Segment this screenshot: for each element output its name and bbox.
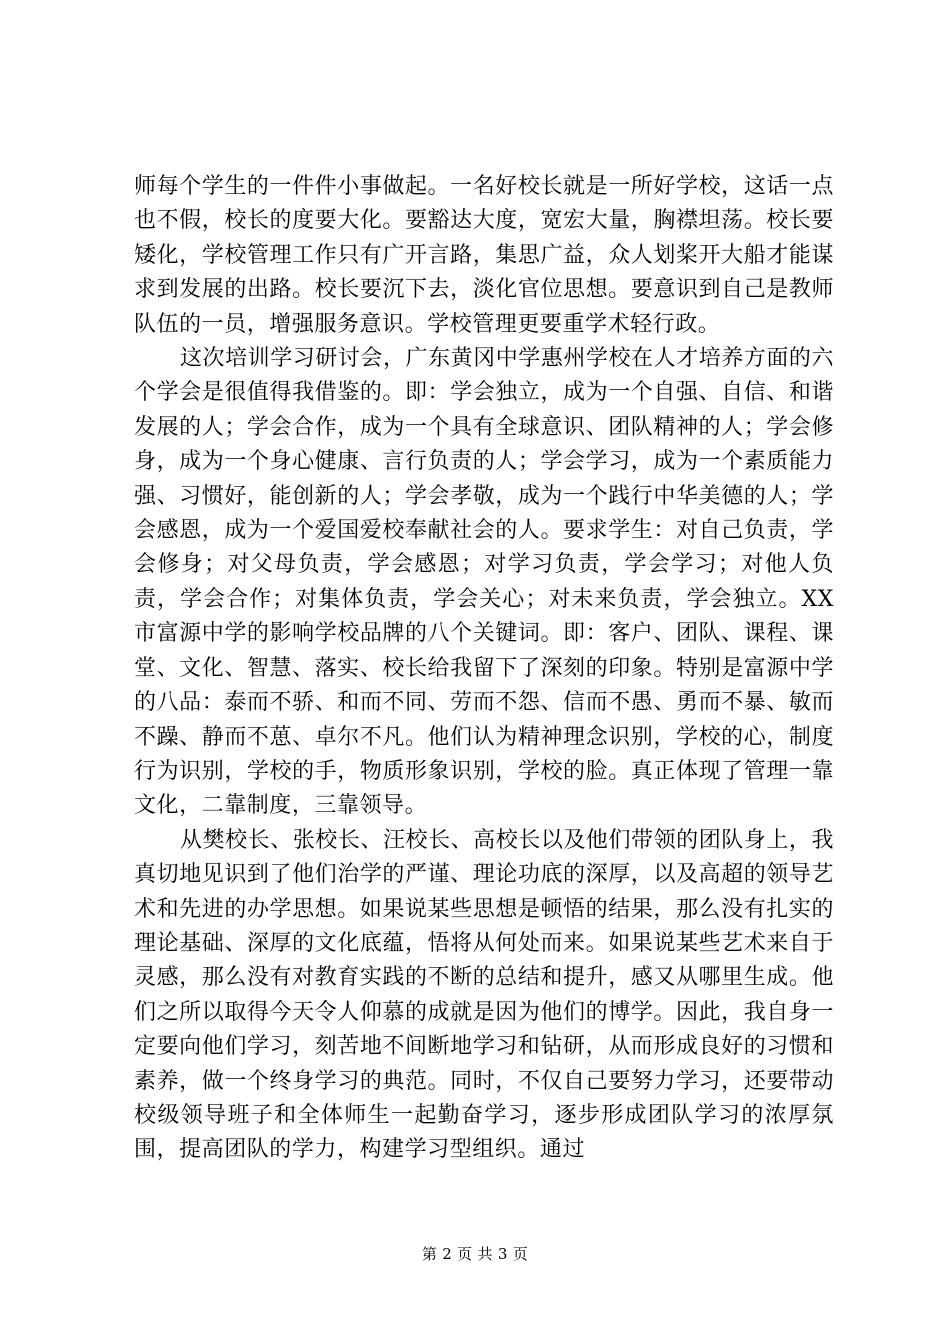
paragraph-1: 师每个学生的一件件小事做起。一名好校长就是一所好学校，这话一点也不假，校长的度要大化。要豁达大度，宽宏大量，胸襟坦荡。校长要矮化，学校管理工作只有广开言路，集思广益，众人划桨开大船才能谋求到发展的出路。校长要沉下去，淡化官位思想。要意识到自己是教师队伍的一员，增强服务意识。学校管理更要重学术轻行政。 xyxy=(134,174,834,337)
paragraph-2: 这次培训学习研讨会，广东黄冈中学惠州学校在人才培养方面的六个学会是很值得我借鉴的。即：学会独立，成为一个自强、自信、和谐发展的人；学会合作，成为一个具有全球意识、团队精神的人；学会修身，成为一个身心健康、言行负责的人；学会学习，成为一个素质能力强、习惯好，能创新的人；学会孝敬，成为一个践行中华美德的人；学会感恩，成为一个爱国爱校奉献社会的人。要求学生：对自己负责，学会修身；对父母负责，学会感恩；对学习负责，学会学习；对他人负责，学会合作；对集体负责，学会关心；对未来负责，学会独立。XX市富源中学的影响学校品牌的八个关键词。即：客户、团队、课程、课堂、文化、智慧、落实、校长给我留下了深刻的印象。特别是富源中学的八品：泰而不骄、和而不同、劳而不怨、信而不愚、勇而不暴、敏而不躁、静而不葸、卓尔不凡。他们认为精神理念识别，学校的心，制度行为识别，学校的手，物质形象识别，学校的脸。真正体现了管理一靠文化，二靠制度，三靠领导。 xyxy=(134,346,834,819)
paragraph-3: 从樊校长、张校长、汪校长、高校长以及他们带领的团队身上，我真切地见识到了他们治学的严谨、理论功底的深厚，以及高超的领导艺术和先进的办学思想。如果说某些思想是顿悟的结果，那么没有扎实的理论基础、深厚的文化底蕴，悟将从何处而来。如果说某些艺术来自于灵感，那么没有对教育实践的不断的总结和提升，感又从哪里生成。他们之所以取得今天令人仰慕的成就是因为他们的博学。因此，我自身一定要向他们学习，刻苦地不间断地学习和钻研，从而形成良好的习惯和素养，做一个终身学习的典范。同时，不仅自己要努力学习，还要带动校级领导班子和全体师生一起勤奋学习，逐步形成团队学习的浓厚氛围，提高团队的学力，构建学习型组织。通过 xyxy=(134,827,834,1163)
page-footer: 第 2 页 共 3 页 xyxy=(421,1245,529,1263)
document-body xyxy=(134,170,834,1168)
